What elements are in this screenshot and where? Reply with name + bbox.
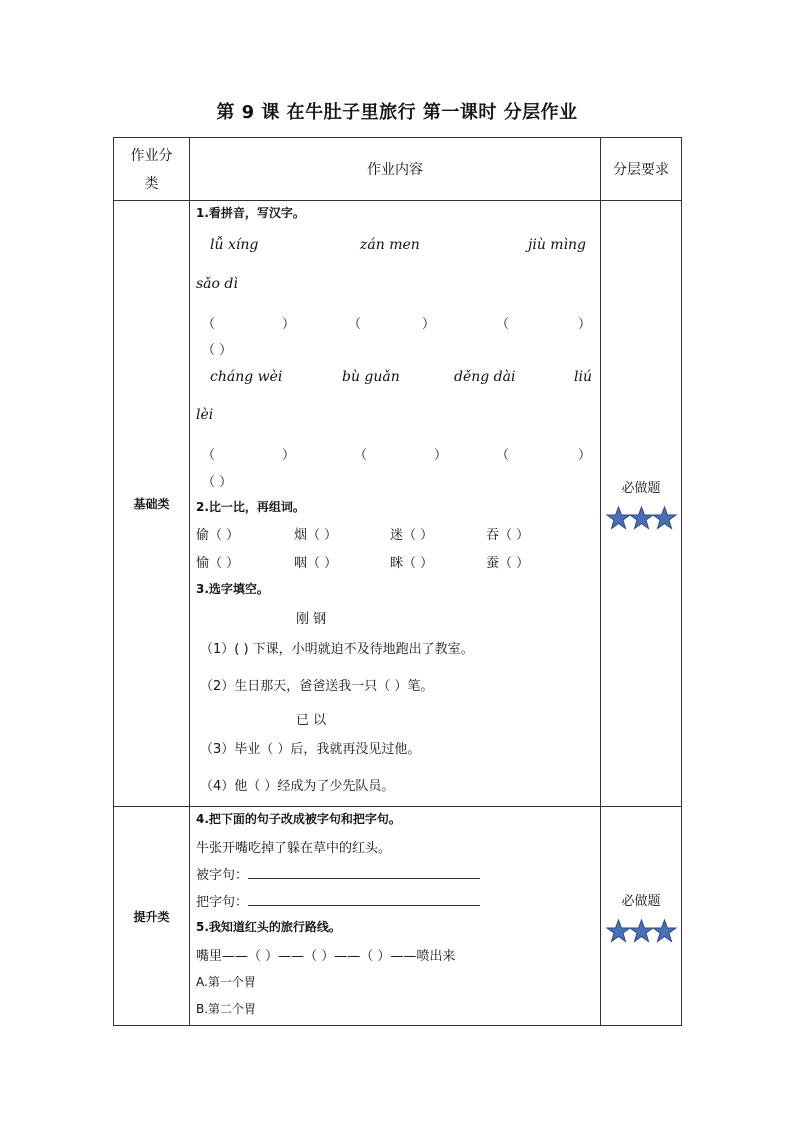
content-basic xyxy=(190,201,601,807)
fill-sentence: （3）毕业（ ）后，我就再没见过他。 xyxy=(200,742,421,757)
q3-title: 3.选字填空。 xyxy=(196,582,269,596)
pinyin: bù guǎn xyxy=(342,369,400,385)
row-advanced xyxy=(114,807,682,1026)
compare-item: 偷（ ） xyxy=(196,528,240,543)
bei-label: 被字句： xyxy=(196,868,249,883)
paren: ） xyxy=(282,317,296,332)
compare-item: 愉（ ） xyxy=(196,556,240,571)
fill-sentence: （2）生日那天，爸爸送我一只（ ）笔。 xyxy=(200,679,434,694)
bei-sentence-line xyxy=(196,864,480,883)
paren: ） xyxy=(282,448,296,463)
star-rating xyxy=(601,506,681,530)
paren-wrap: （ ） xyxy=(202,343,233,358)
homework-table xyxy=(113,137,682,1026)
compare-item: 烟（ ） xyxy=(294,528,338,543)
row-basic xyxy=(114,201,682,807)
compare-item: 蚕（ ） xyxy=(486,556,530,571)
compare-item: 吞（ ） xyxy=(486,528,530,543)
header-row xyxy=(114,138,682,201)
choice-words: 刚 钢 xyxy=(296,612,327,627)
star-icon xyxy=(606,919,631,943)
q4-title: 4.把下面的句子改成被字句和把字句。 xyxy=(196,812,401,826)
pinyin: lǚ xíng xyxy=(210,237,259,253)
compare-item: 眯（ ） xyxy=(390,556,434,571)
star-rating xyxy=(601,919,681,943)
fill-sentence: （1）( ) 下课，小明就迫不及待地跑出了教室。 xyxy=(200,642,474,657)
paren: （ xyxy=(202,448,216,463)
ba-label: 把字句： xyxy=(196,895,249,910)
star-icon xyxy=(629,506,654,530)
header-content: 作业内容 xyxy=(190,138,601,201)
header-category xyxy=(114,138,190,201)
paren: ） xyxy=(434,448,448,463)
requirement-advanced xyxy=(601,807,682,1026)
q5-title: 5.我知道红头的旅行路线。 xyxy=(196,920,341,934)
paren: （ xyxy=(354,448,368,463)
star-icon xyxy=(629,919,654,943)
fill-sentence: （4）他（ ）经成为了少先队员。 xyxy=(200,779,395,794)
page-title: 第 9 课 在牛肚子里旅行 第一课时 分层作业 xyxy=(216,102,578,123)
star-icon xyxy=(652,506,677,530)
paren-wrap: （ ） xyxy=(202,475,233,490)
answer-line[interactable] xyxy=(248,893,480,906)
header-category-line1: 作业分 xyxy=(130,148,173,164)
paren: ） xyxy=(422,317,436,332)
paren: （ xyxy=(348,317,362,332)
paren: （ xyxy=(202,317,216,332)
option-a: A.第一个胃 xyxy=(196,975,256,989)
q2-title: 2.比一比，再组词。 xyxy=(196,500,305,514)
requirement-basic xyxy=(601,201,682,807)
header-requirement: 分层要求 xyxy=(601,138,682,201)
star-icon xyxy=(606,506,631,530)
q1-title: 1.看拼音，写汉字。 xyxy=(196,206,305,220)
paren: ） xyxy=(578,448,592,463)
compare-item: 咽（ ） xyxy=(294,556,338,571)
category-basic: 基础类 xyxy=(114,201,190,807)
requirement-label: 必做题 xyxy=(621,481,661,496)
answer-line[interactable] xyxy=(248,866,480,879)
q4-sentence: 牛张开嘴吃掉了躲在草中的红头。 xyxy=(196,841,392,856)
paren: （ xyxy=(496,448,510,463)
pinyin: jiù mìng xyxy=(528,237,587,253)
requirement-label: 必做题 xyxy=(621,893,661,909)
choice-words: 已 以 xyxy=(296,713,327,728)
pinyin: liú xyxy=(574,369,592,385)
ba-sentence-line xyxy=(196,891,480,910)
pinyin: zán men xyxy=(360,237,420,253)
pinyin: cháng wèi xyxy=(210,369,283,385)
route-line: 嘴里——（ ）——（ ）——（ ）——喷出来 xyxy=(196,949,456,964)
pinyin: lèi xyxy=(196,407,214,423)
pinyin: děng dài xyxy=(454,369,516,385)
pinyin: sǎo dì xyxy=(196,276,238,292)
paren: （ xyxy=(496,317,510,332)
content-advanced xyxy=(190,807,601,1026)
star-icon xyxy=(652,919,677,943)
compare-item: 迷（ ） xyxy=(390,528,434,543)
option-b: B.第二个胃 xyxy=(196,1002,257,1016)
paren: ） xyxy=(578,317,592,332)
category-advanced: 提升类 xyxy=(114,807,190,1026)
header-category-line2: 类 xyxy=(144,176,159,192)
